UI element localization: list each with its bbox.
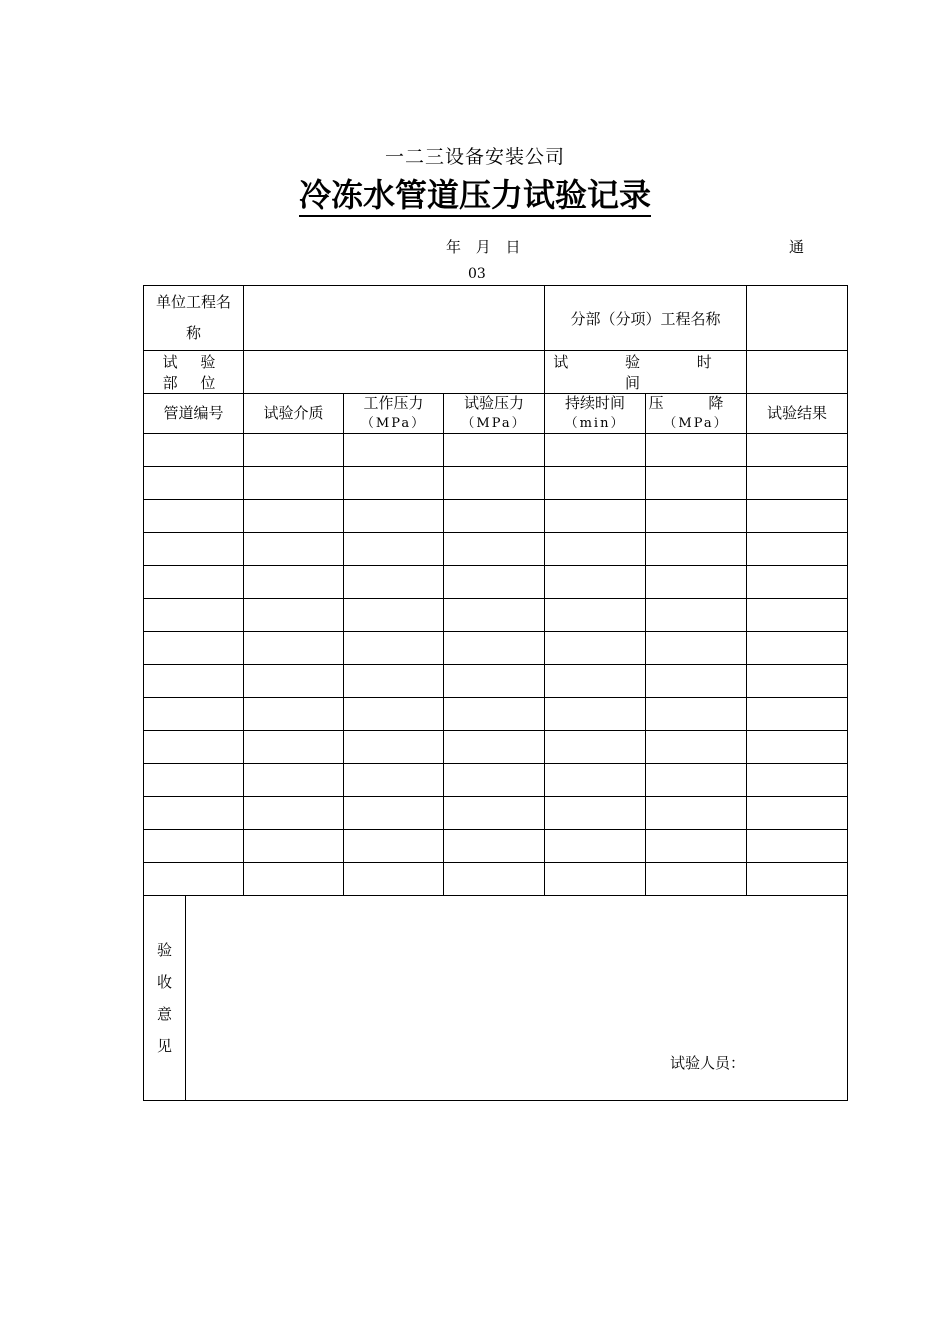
table-cell[interactable] — [344, 599, 444, 632]
table-cell[interactable] — [747, 467, 848, 500]
table-row — [144, 830, 848, 863]
table-cell[interactable] — [444, 830, 545, 863]
table-cell[interactable] — [344, 566, 444, 599]
table-cell[interactable] — [244, 599, 344, 632]
table-cell[interactable] — [144, 500, 244, 533]
table-cell[interactable] — [144, 467, 244, 500]
column-header-5: 持续时间 （min） — [545, 394, 646, 434]
table-cell[interactable] — [646, 797, 747, 830]
table-cell[interactable] — [244, 830, 344, 863]
table-cell[interactable] — [646, 467, 747, 500]
acceptance-opinion-field[interactable] — [186, 896, 848, 1101]
table-cell[interactable] — [244, 764, 344, 797]
table-cell[interactable] — [244, 698, 344, 731]
sub-project-label: 分部（分项）工程名称 — [545, 286, 747, 351]
table-cell[interactable] — [444, 863, 545, 896]
table-cell[interactable] — [144, 698, 244, 731]
table-cell[interactable] — [747, 599, 848, 632]
table-cell[interactable] — [545, 467, 646, 500]
table-row — [144, 500, 848, 533]
unit-project-field[interactable] — [244, 286, 545, 351]
test-time-field[interactable] — [747, 351, 848, 394]
table-cell[interactable] — [545, 863, 646, 896]
table-cell[interactable] — [344, 830, 444, 863]
table-cell[interactable] — [747, 731, 848, 764]
table-cell[interactable] — [747, 665, 848, 698]
table-cell[interactable] — [244, 665, 344, 698]
column-header-3: 工作压力 （MPa） — [344, 394, 444, 434]
table-cell[interactable] — [444, 434, 545, 467]
table-cell[interactable] — [344, 797, 444, 830]
table-cell[interactable] — [344, 863, 444, 896]
table-row — [144, 731, 848, 764]
table-cell[interactable] — [244, 863, 344, 896]
table-cell[interactable] — [545, 830, 646, 863]
table-cell[interactable] — [444, 698, 545, 731]
table-cell[interactable] — [747, 434, 848, 467]
table-cell[interactable] — [646, 698, 747, 731]
table-row — [144, 698, 848, 731]
table-cell[interactable] — [244, 632, 344, 665]
table-row — [144, 863, 848, 896]
table-cell[interactable] — [646, 434, 747, 467]
table-cell[interactable] — [545, 434, 646, 467]
table-cell[interactable] — [344, 434, 444, 467]
table-cell[interactable] — [344, 665, 444, 698]
table-cell[interactable] — [646, 599, 747, 632]
column-header-row — [144, 394, 848, 434]
table-cell[interactable] — [747, 698, 848, 731]
pressure-test-form — [143, 285, 848, 1101]
table-cell[interactable] — [144, 764, 244, 797]
table-cell[interactable] — [646, 863, 747, 896]
table-cell[interactable] — [144, 632, 244, 665]
table-cell[interactable] — [144, 434, 244, 467]
table-cell[interactable] — [545, 764, 646, 797]
table-cell[interactable] — [144, 665, 244, 698]
table-cell[interactable] — [545, 533, 646, 566]
table-cell[interactable] — [747, 632, 848, 665]
table-row — [144, 533, 848, 566]
table-cell[interactable] — [244, 566, 344, 599]
table-cell[interactable] — [646, 764, 747, 797]
table-cell[interactable] — [344, 467, 444, 500]
acceptance-opinion-label: 验 收 意 见 — [144, 896, 186, 1101]
company-name: 一二三设备安装公司 — [384, 146, 565, 168]
table-cell[interactable] — [747, 500, 848, 533]
table-cell[interactable] — [144, 797, 244, 830]
table-cell[interactable] — [344, 698, 444, 731]
table-cell[interactable] — [444, 467, 545, 500]
table-cell[interactable] — [545, 731, 646, 764]
table-row — [144, 434, 848, 467]
table-cell[interactable] — [747, 797, 848, 830]
table-cell[interactable] — [144, 830, 244, 863]
column-header-1: 管道编号 — [144, 394, 244, 434]
table-cell[interactable] — [747, 863, 848, 896]
table-cell[interactable] — [444, 764, 545, 797]
form-code-prefix: 通 — [789, 238, 805, 256]
table-cell[interactable] — [244, 500, 344, 533]
table-row — [144, 599, 848, 632]
table-cell[interactable] — [344, 500, 444, 533]
table-cell[interactable] — [144, 533, 244, 566]
date-line: 年 月 日 — [446, 238, 521, 256]
column-header-7: 试验结果 — [747, 394, 848, 434]
table-row — [144, 467, 848, 500]
table-cell[interactable] — [344, 764, 444, 797]
table-cell[interactable] — [545, 599, 646, 632]
table-cell[interactable] — [244, 434, 344, 467]
table-cell[interactable] — [545, 665, 646, 698]
table-cell[interactable] — [747, 764, 848, 797]
unit-project-label: 单位工程名 称 — [144, 286, 244, 351]
column-header-2: 试验介质 — [244, 394, 344, 434]
table-cell[interactable] — [344, 533, 444, 566]
table-cell[interactable] — [144, 566, 244, 599]
table-cell[interactable] — [444, 797, 545, 830]
table-cell[interactable] — [344, 632, 444, 665]
table-cell[interactable] — [144, 863, 244, 896]
document-title: 冷冻水管道压力试验记录 — [0, 170, 950, 216]
table-cell[interactable] — [646, 665, 747, 698]
table-cell[interactable] — [747, 566, 848, 599]
table-row — [144, 797, 848, 830]
table-cell[interactable] — [646, 731, 747, 764]
table-cell[interactable] — [646, 533, 747, 566]
table-cell[interactable] — [444, 731, 545, 764]
table-cell[interactable] — [646, 830, 747, 863]
test-part-label: 试 验 部 位 — [144, 351, 244, 394]
test-time-label: 试 验 时 间 — [545, 351, 747, 394]
table-cell[interactable] — [244, 467, 344, 500]
table-cell[interactable] — [444, 533, 545, 566]
table-cell[interactable] — [144, 731, 244, 764]
table-cell[interactable] — [545, 698, 646, 731]
table-cell[interactable] — [144, 599, 244, 632]
table-row — [144, 566, 848, 599]
table-cell[interactable] — [646, 566, 747, 599]
table-cell[interactable] — [444, 566, 545, 599]
column-header-6: 压 降 （MPa） — [646, 394, 747, 434]
table-cell[interactable] — [545, 797, 646, 830]
table-cell[interactable] — [244, 533, 344, 566]
table-cell[interactable] — [344, 731, 444, 764]
table-cell[interactable] — [444, 632, 545, 665]
table-cell[interactable] — [444, 500, 545, 533]
table-row — [144, 632, 848, 665]
sub-project-field[interactable] — [747, 286, 848, 351]
table-cell[interactable] — [747, 830, 848, 863]
tester-signature-label: 试验人员： — [670, 1054, 746, 1072]
column-header-4: 试验压力 （MPa） — [444, 394, 545, 434]
table-cell[interactable] — [646, 632, 747, 665]
table-row — [144, 764, 848, 797]
form-code-number: 03 — [468, 266, 486, 282]
table-cell[interactable] — [244, 797, 344, 830]
table-cell[interactable] — [545, 632, 646, 665]
table-row — [144, 665, 848, 698]
test-part-field[interactable] — [244, 351, 545, 394]
table-cell[interactable] — [444, 665, 545, 698]
table-cell[interactable] — [244, 731, 344, 764]
table-cell[interactable] — [747, 533, 848, 566]
table-cell[interactable] — [646, 500, 747, 533]
table-cell[interactable] — [444, 599, 545, 632]
table-cell[interactable] — [545, 500, 646, 533]
table-cell[interactable] — [545, 566, 646, 599]
